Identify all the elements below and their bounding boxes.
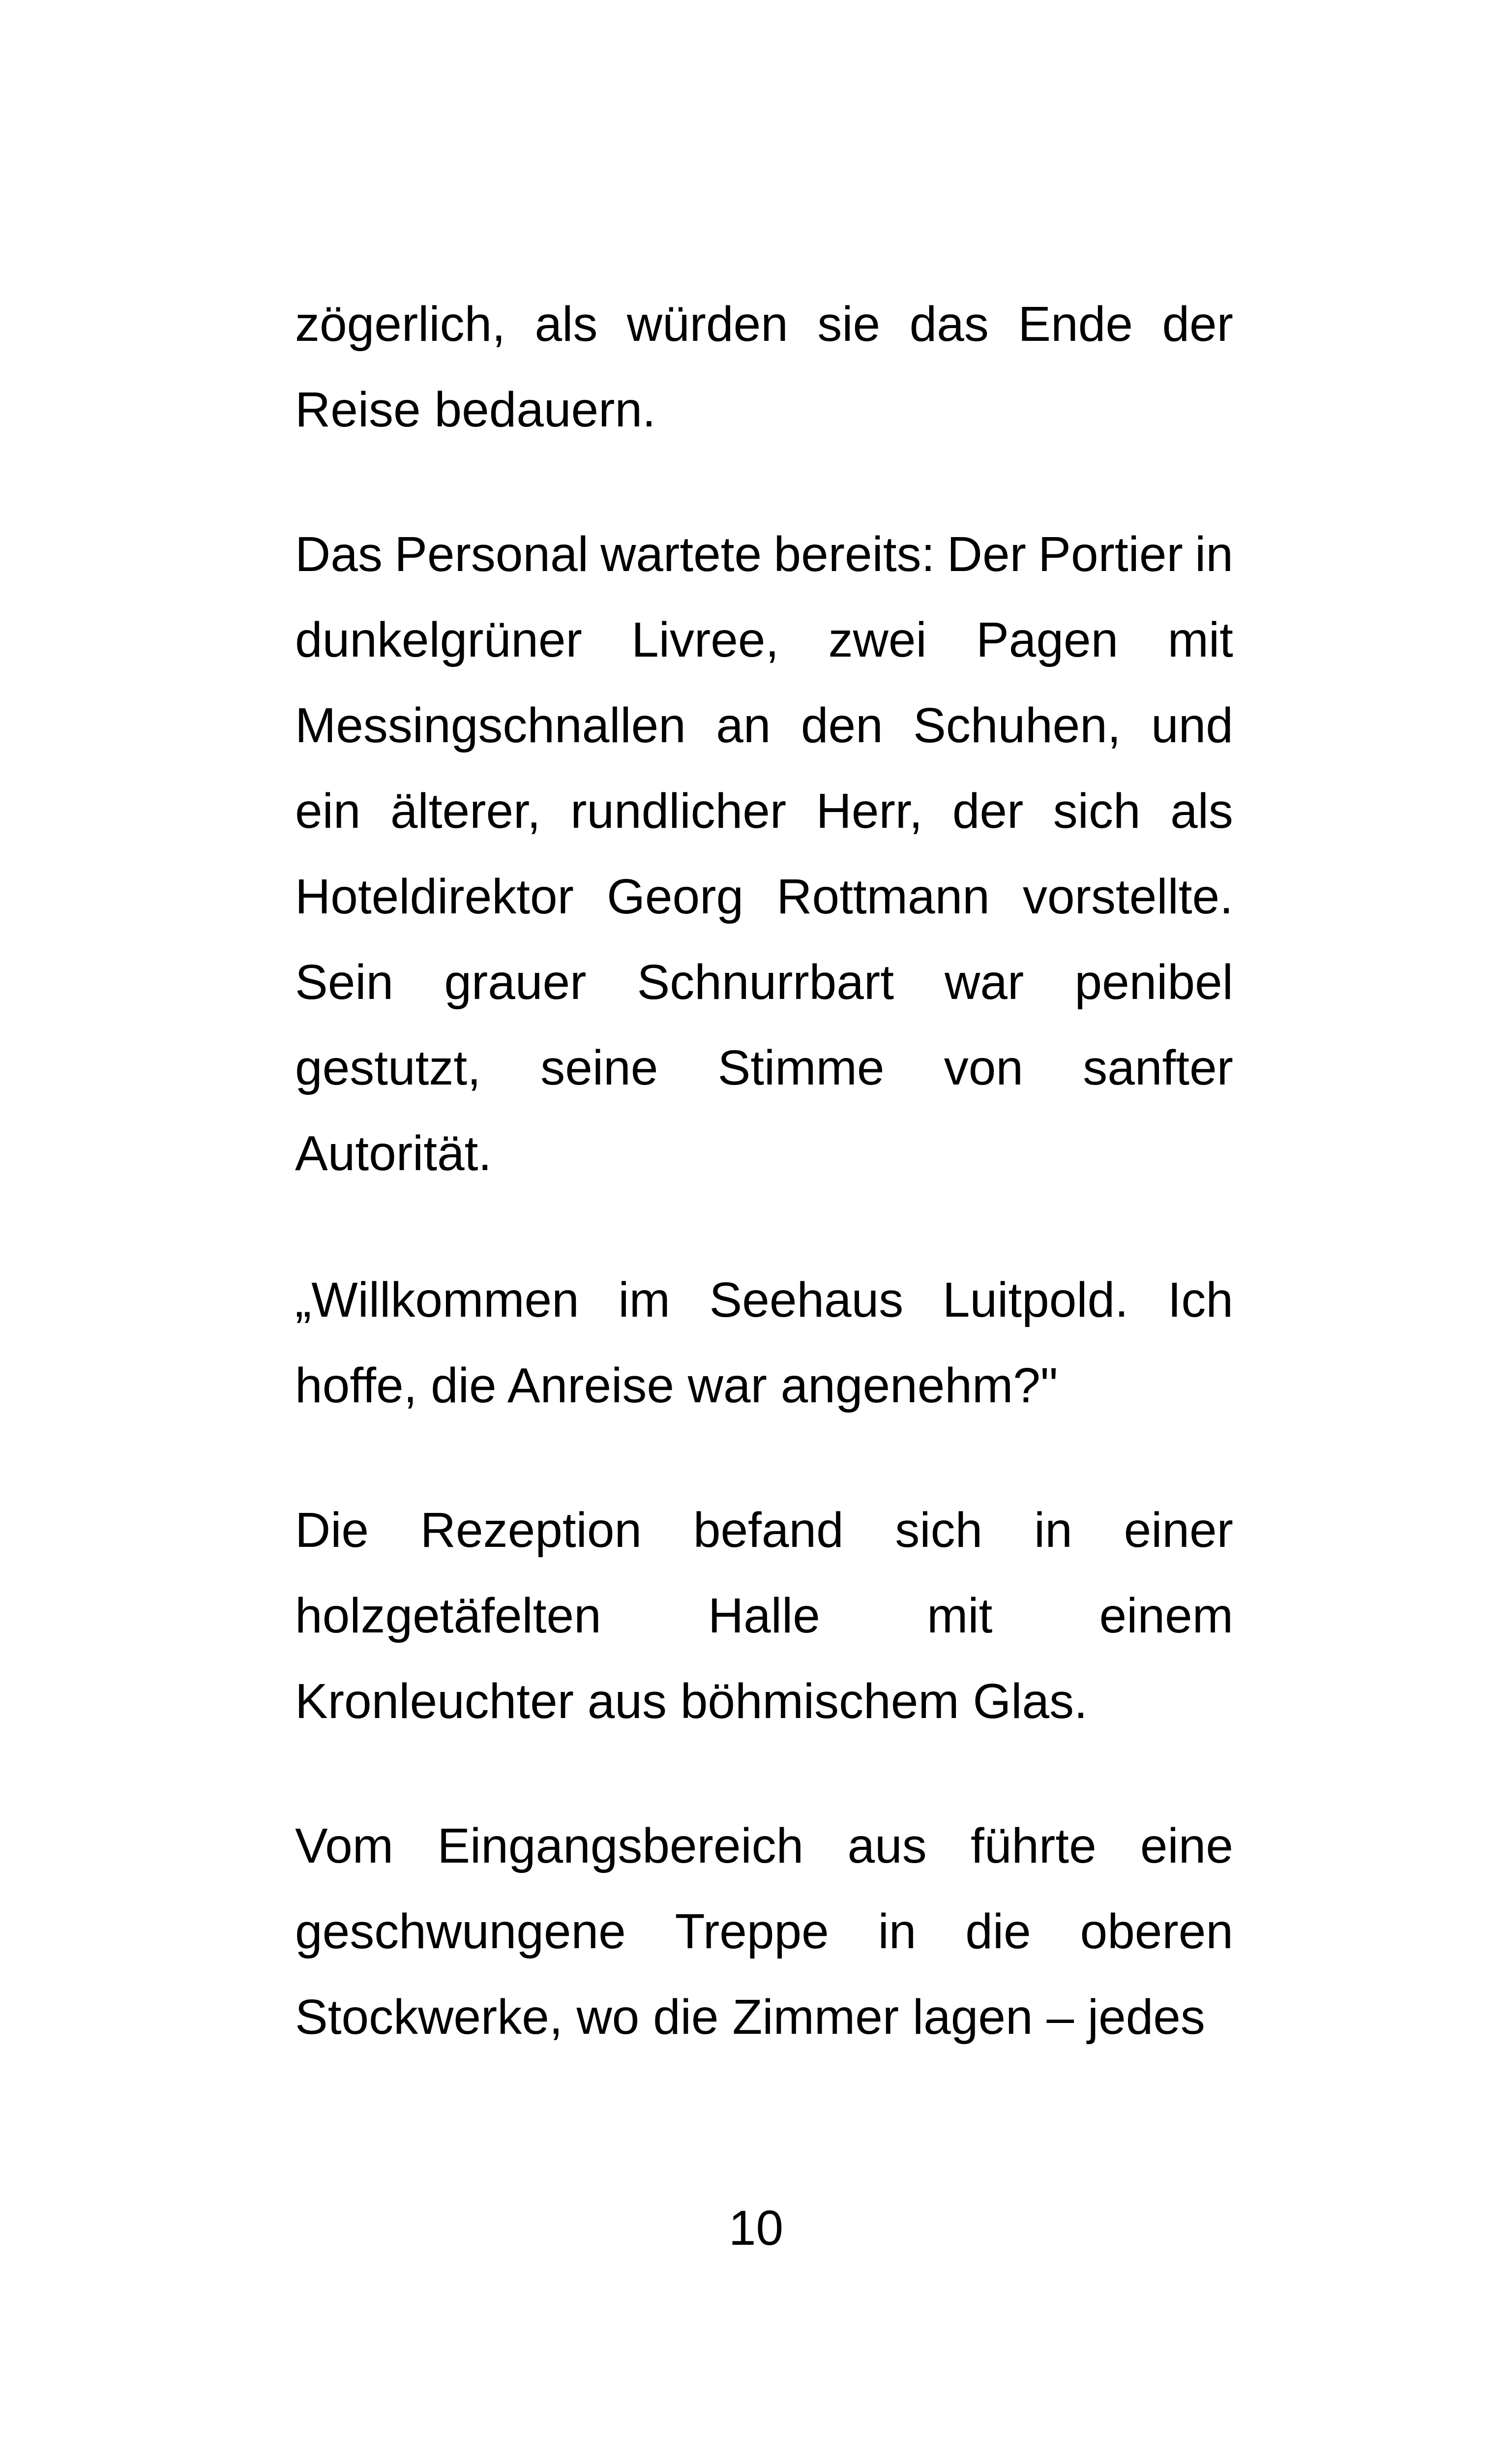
word: das (909, 297, 989, 352)
word: mit (1167, 612, 1233, 667)
text-line (295, 1803, 1233, 1889)
word: älterer, (390, 784, 541, 839)
word: und (1151, 698, 1233, 753)
word: wo (576, 1990, 640, 2045)
word: Schuhen, (913, 698, 1121, 753)
paragraph (295, 1257, 1233, 1428)
word: Der (947, 527, 1026, 582)
word: Hoteldirektor (295, 869, 574, 924)
word: oberen (1080, 1904, 1233, 1959)
word: geschwungene (295, 1904, 626, 1959)
word: zögerlich, (295, 297, 505, 352)
word: Herr, (816, 784, 923, 839)
word: in (878, 1904, 917, 1959)
word: von (944, 1040, 1023, 1095)
word: holzgetäfelten (295, 1588, 601, 1643)
word: wartete (600, 527, 762, 582)
paragraph (295, 1487, 1233, 1744)
word: Ich (1167, 1272, 1233, 1327)
text-line (295, 854, 1233, 939)
word: rundlicher (570, 784, 787, 839)
word: Eingangsbereich (437, 1818, 804, 1873)
word: Rezeption (420, 1503, 642, 1558)
word: Georg (607, 869, 744, 924)
text-line (295, 683, 1233, 768)
text-line (295, 1889, 1233, 1974)
text-line (295, 939, 1233, 1025)
word: Autorität. (295, 1126, 492, 1181)
word: Schnurrbart (637, 955, 894, 1010)
word: Messingschnallen (295, 698, 686, 753)
word: Rottmann (776, 869, 990, 924)
word: die (653, 1990, 719, 2045)
word: ein (295, 784, 361, 839)
word: Kronleuchter aus böhmischem Glas. (295, 1674, 1088, 1729)
word: sich (1053, 784, 1141, 839)
word: bereits: (773, 527, 935, 582)
page-number: 10 (728, 2201, 784, 2256)
word: Luitpold. (942, 1272, 1128, 1327)
text-line (295, 367, 1233, 452)
word: im (618, 1272, 670, 1327)
word: der (1162, 297, 1233, 352)
word: als (1170, 784, 1233, 839)
text-line (295, 1974, 1233, 2060)
word: war (945, 955, 1024, 1010)
word: Pagen (976, 612, 1119, 667)
word: einer (1124, 1503, 1233, 1558)
word: Die (295, 1503, 369, 1558)
text-line (295, 1025, 1233, 1111)
text-line (295, 512, 1233, 597)
text-line (295, 281, 1233, 367)
word: Seehaus (709, 1272, 904, 1327)
word: Livree, (631, 612, 779, 667)
word: Sein (295, 955, 394, 1010)
word: Reise bedauern. (295, 382, 656, 437)
word: Stimme (717, 1040, 885, 1095)
word: einem (1099, 1588, 1233, 1643)
word: sanfter (1083, 1040, 1233, 1095)
word: sich (895, 1503, 983, 1558)
word: Personal (394, 527, 589, 582)
word: vorstellte. (1023, 869, 1233, 924)
word: Das (295, 527, 383, 582)
word: an (716, 698, 771, 753)
word: aus (847, 1818, 927, 1873)
word: jedes (1087, 1990, 1205, 2045)
word: mit (927, 1588, 993, 1643)
text-line (295, 1257, 1233, 1343)
paragraph (295, 281, 1233, 452)
word: lagen (912, 1990, 1033, 2045)
word: grauer (444, 955, 587, 1010)
word: in (1034, 1503, 1072, 1558)
word: Halle (708, 1588, 820, 1643)
word: dunkelgrüner (295, 612, 582, 667)
word: der (952, 784, 1024, 839)
word: Portier (1038, 527, 1183, 582)
word: sie (817, 297, 881, 352)
word: penibel (1074, 955, 1233, 1010)
word: zwei (828, 612, 927, 667)
text-line (295, 1573, 1233, 1659)
word: seine (540, 1040, 658, 1095)
text-line (295, 1487, 1233, 1573)
text-line (295, 1343, 1233, 1428)
word: „Willkommen (295, 1272, 579, 1327)
word: Stockwerke, (295, 1990, 563, 2045)
word: gestutzt, (295, 1040, 481, 1095)
word: – (1046, 1990, 1074, 2045)
word: Vom (295, 1818, 394, 1873)
word: hoffe, die Anreise war angenehm?" (295, 1358, 1058, 1413)
word: die (965, 1904, 1031, 1959)
word: führte (970, 1818, 1097, 1873)
text-line (295, 1659, 1233, 1744)
word: in (1195, 527, 1233, 582)
text-line (295, 1111, 1233, 1196)
word: den (800, 698, 883, 753)
word: als (534, 297, 598, 352)
word: Zimmer (732, 1990, 899, 2045)
word: würden (626, 297, 788, 352)
text-line (295, 768, 1233, 854)
paragraph (295, 512, 1233, 1196)
text-line (295, 597, 1233, 683)
word: Ende (1018, 297, 1133, 352)
paragraph (295, 1803, 1233, 2060)
word: befand (693, 1503, 844, 1558)
word: Treppe (675, 1904, 829, 1959)
word: eine (1140, 1818, 1233, 1873)
